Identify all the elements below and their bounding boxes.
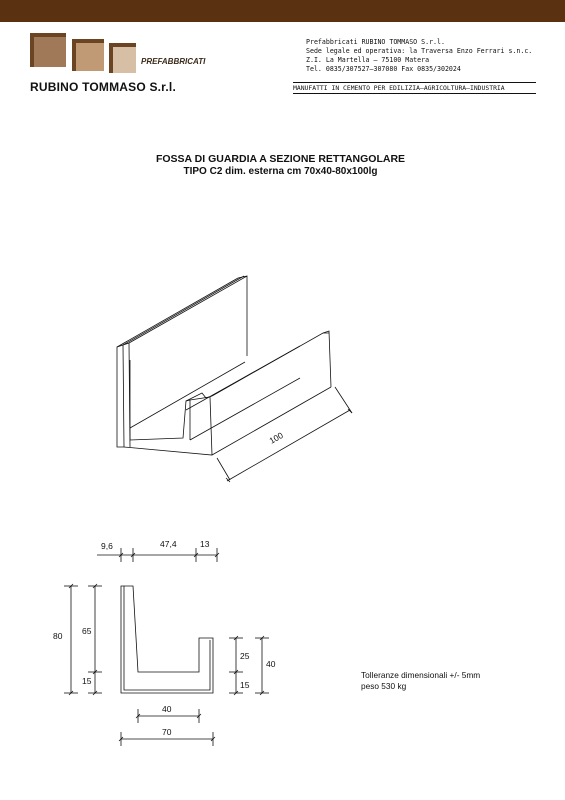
tolerance-note: Tolleranze dimensionali +/- 5mm [361, 670, 481, 680]
cross-section [53, 539, 276, 746]
document-subtitle: TIPO C2 dim. esterna cm 70x40-80x100lg [183, 166, 378, 177]
contact-line: Prefabbricati RUBINO TOMMASO S.r.l. [306, 38, 445, 46]
dim-right-wall-height: 25 [240, 651, 250, 661]
dim-inner-width: 40 [162, 704, 172, 714]
dim-right-wall: 13 [200, 539, 210, 549]
dim-total-width: 70 [162, 727, 172, 737]
contact-line: Sede legale ed operativa: la Traversa Enzo Ferrari s.n.c. [306, 46, 533, 55]
brand-tagline: PREFABBRICATI [141, 57, 206, 66]
company-name: RUBINO TOMMASO S.r.l. [30, 80, 176, 94]
company-motto: MANUFATTI IN CEMENTO PER EDILIZIA–AGRICOLTURA–INDUSTRIA [293, 82, 536, 94]
isometric-view [117, 276, 352, 482]
dim-right-total-height: 40 [266, 659, 276, 669]
dim-inner-top: 47,4 [160, 539, 177, 549]
weight-note: peso 530 kg [361, 681, 407, 691]
length-dimension: 100 [267, 430, 285, 446]
dim-base-right: 15 [240, 680, 250, 690]
dim-base-left: 15 [82, 676, 92, 686]
contact-line: Tel. 0835/307527–307080 Fax 0835/302024 [306, 64, 461, 73]
dim-wall-height: 65 [82, 626, 92, 636]
dim-left-wall: 9,6 [101, 541, 113, 551]
document-title: FOSSA DI GUARDIA A SEZIONE RETTANGOLARE [155, 153, 406, 165]
notes-block [361, 670, 480, 692]
dim-total-height: 80 [53, 631, 63, 641]
contact-line: Z.I. La Martella – 75100 Matera [306, 55, 430, 64]
